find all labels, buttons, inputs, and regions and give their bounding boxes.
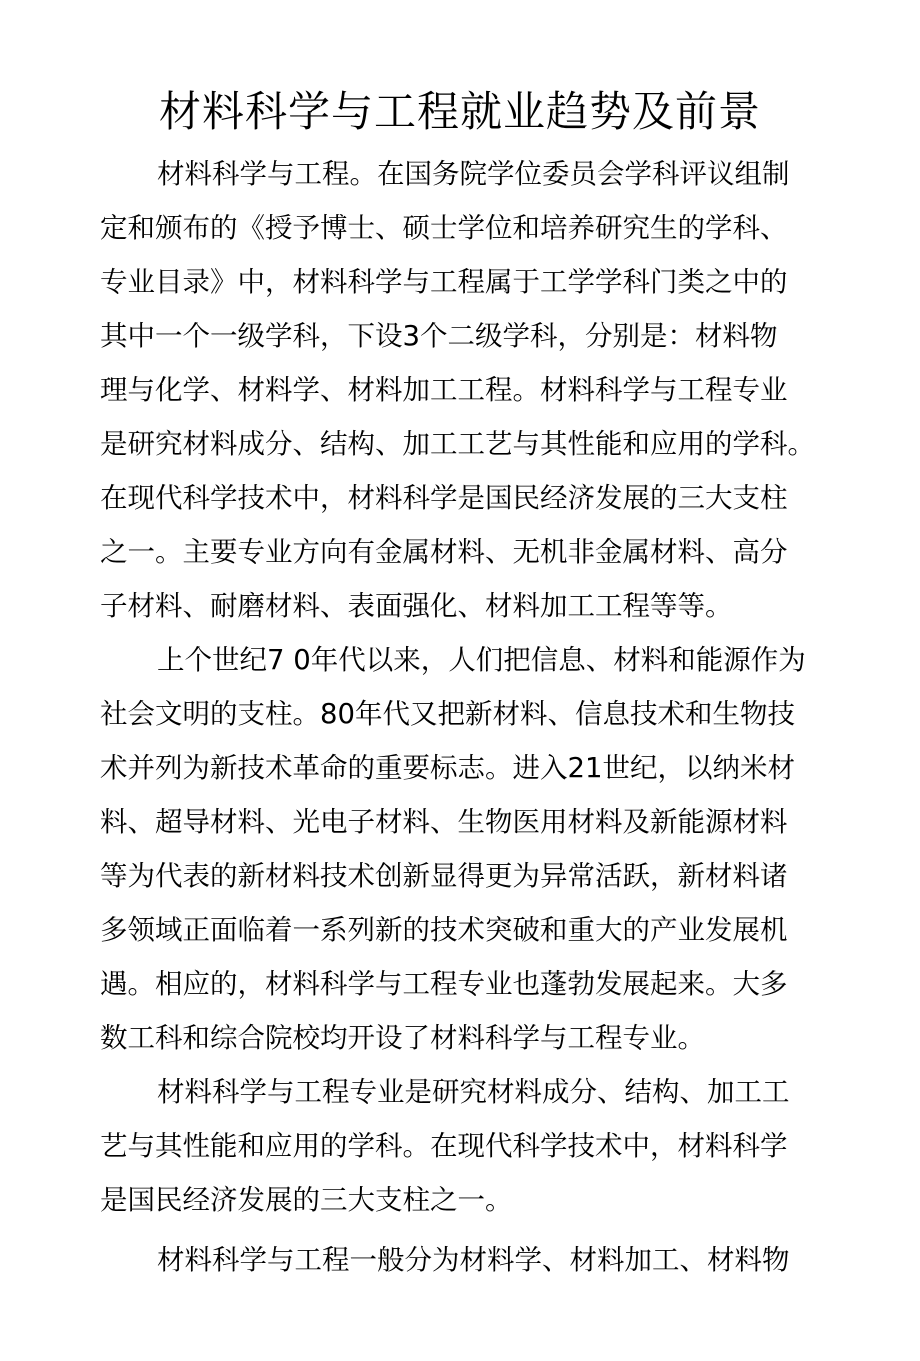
paragraph-1-line-8: 之一。主要专业方向有金属材料、无机非金属材料、高分: [100, 536, 788, 568]
paragraph-2-line-7: 遇。相应的，材料科学与工程专业也蓬勃发展起来。大多: [100, 968, 788, 1000]
paragraph-2-line-2: 社会文明的支柱。80年代又把新材料、信息技术和生物技: [100, 698, 795, 730]
paragraph-1-line-7: 在现代科学技术中，材料科学是国民经济发展的三大支柱: [100, 482, 788, 514]
paragraph-3-line-2: 艺与其性能和应用的学科。在现代科学技术中，材料科学: [100, 1130, 788, 1162]
paragraph-2-line-6: 多领域正面临着一系列新的技术突破和重大的产业发展机: [100, 914, 788, 946]
paragraph-1-line-5: 理与化学、材料学、材料加工工程。材料科学与工程专业: [100, 374, 788, 406]
paragraph-2-line-4: 料、超导材料、光电子材料、生物医用材料及新能源材料: [100, 806, 788, 838]
paragraph-1-line-3: 专业目录》中，材料科学与工程属于工学学科门类之中的: [100, 266, 788, 298]
paragraph-4-line-1: 材料科学与工程一般分为材料学、材料加工、材料物: [157, 1244, 790, 1276]
paragraph-3-line-3: 是国民经济发展的三大支柱之一。: [100, 1184, 513, 1216]
paragraph-2-line-1: 上个世纪7 0年代以来，人们把信息、材料和能源作为: [157, 644, 806, 676]
paragraph-1-line-1: 材料科学与工程。在国务院学位委员会学科评议组制: [157, 158, 790, 190]
paragraph-1-line-4: 其中一个一级学科，下设3个二级学科，分别是：材料物: [100, 320, 778, 352]
paragraph-2-line-3: 术并列为新技术革命的重要标志。进入21世纪，以纳米材: [100, 752, 795, 784]
paragraph-1-line-2: 定和颁布的《授予博士、硕士学位和培养研究生的学科、: [100, 212, 788, 244]
document-title: 材料科学与工程就业趋势及前景: [158, 87, 761, 136]
paragraph-2-line-5: 等为代表的新材料技术创新显得更为异常活跃，新材料诸: [100, 860, 788, 892]
paragraph-3-line-1: 材料科学与工程专业是研究材料成分、结构、加工工: [157, 1076, 790, 1108]
paragraph-1-line-9: 子材料、耐磨材料、表面强化、材料加工工程等等。: [100, 590, 733, 622]
paragraph-2-line-8: 数工科和综合院校均开设了材料科学与工程专业。: [100, 1022, 705, 1054]
paragraph-1-line-6: 是研究材料成分、结构、加工工艺与其性能和应用的学科。: [100, 428, 815, 460]
